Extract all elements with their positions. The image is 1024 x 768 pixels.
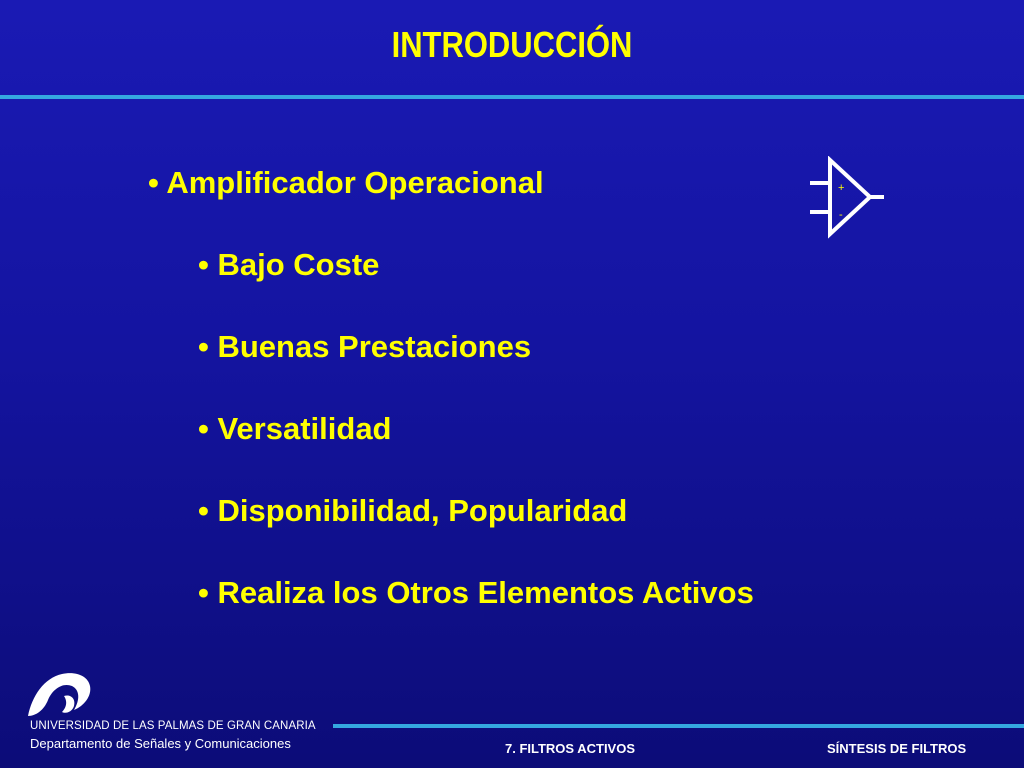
bullet-item: • Buenas Prestaciones	[198, 329, 532, 364]
op-amp-plus-label: +	[838, 182, 845, 194]
footer-chapter: 7. FILTROS ACTIVOS	[505, 741, 636, 756]
footer-course: SÍNTESIS DE FILTROS	[827, 741, 967, 756]
op-amp-icon	[808, 156, 888, 240]
bullet-item: • Amplificador Operacional	[148, 165, 544, 200]
bullet-item: • Bajo Coste	[198, 247, 380, 282]
footer-divider	[333, 724, 1024, 728]
university-name: UNIVERSIDAD DE LAS PALMAS DE GRAN CANARIA	[30, 720, 316, 732]
bullet-item: • Realiza los Otros Elementos Activos	[198, 575, 754, 610]
bullet-item: • Versatilidad	[198, 411, 392, 446]
university-logo	[22, 666, 98, 720]
bullet-item: • Disponibilidad, Popularidad	[198, 493, 628, 528]
slide-title: INTRODUCCIÓN	[391, 24, 633, 65]
op-amp-minus-label: -	[839, 209, 843, 221]
department-name: Departamento de Señales y Comunicaciones	[30, 736, 291, 751]
